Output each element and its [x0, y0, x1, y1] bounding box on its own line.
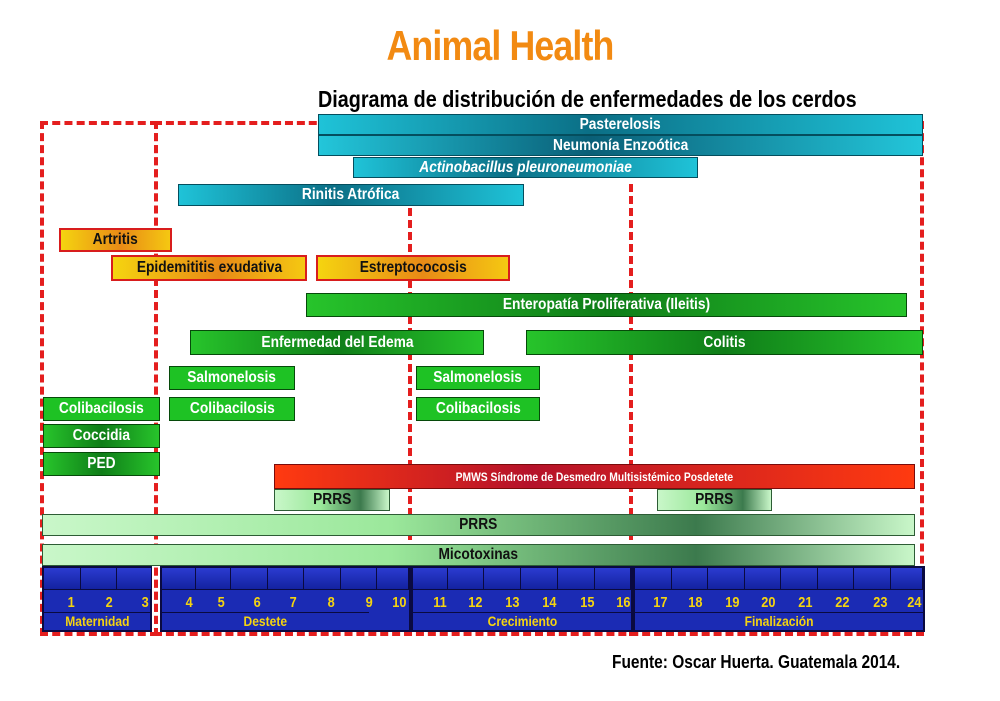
bar-rinitis: Rinitis Atrófica [178, 184, 524, 206]
timeline-crecimiento [411, 566, 633, 632]
week-label: 11 [433, 594, 447, 611]
week-label: 1 [67, 594, 75, 611]
bar-colibacilosis-maternidad: Colibacilosis [43, 397, 160, 421]
bar-colibacilosis-crecimiento: Colibacilosis [416, 397, 540, 421]
bar-estreptococosis: Estreptococosis [316, 255, 510, 281]
week-label: 8 [327, 594, 335, 611]
bar-edema: Enfermedad del Edema [190, 330, 484, 355]
bar-colitis: Colitis [526, 330, 923, 355]
diagram-subtitle: Diagrama de distribución de enfermedades de los cerdos [318, 86, 857, 112]
bar-artritis: Artritis [59, 228, 172, 252]
bar-colibacilosis-destete: Colibacilosis [169, 397, 295, 421]
phase-crecimiento: Crecimiento [413, 612, 631, 631]
week-label: 9 [365, 594, 373, 611]
phase-finalizacion: Finalización [635, 612, 923, 631]
source-note: Fuente: Oscar Huerta. Guatemala 2014. [612, 652, 901, 672]
week-label: 7 [289, 594, 297, 611]
week-label: 4 [185, 594, 193, 611]
week-label: 10 [391, 594, 407, 611]
week-label: 3 [141, 594, 149, 611]
bar-prrs-finalizacion: PRRS [657, 489, 772, 511]
week-label: 20 [760, 594, 776, 611]
week-label: 12 [467, 594, 483, 611]
bar-salmonelosis-crecimiento: Salmonelosis [416, 366, 540, 390]
phase-destete: Destete [162, 612, 369, 631]
week-label: 5 [217, 594, 225, 611]
bar-pasterelosis: Pasterelosis [318, 114, 923, 135]
timeline-maternidad [42, 566, 152, 632]
bar-actinobacillus: Actinobacillus pleuroneumoniae [353, 157, 698, 178]
week-label: 18 [687, 594, 703, 611]
bar-coccidia: Coccidia [43, 424, 160, 448]
bar-salmonelosis-destete: Salmonelosis [169, 366, 295, 390]
timeline-destete [160, 566, 411, 632]
week-label: 13 [504, 594, 520, 611]
week-label: 22 [834, 594, 850, 611]
bar-neumonia: Neumonía Enzoótica [318, 135, 923, 156]
bar-ped: PED [43, 452, 160, 476]
bar-prrs-destete: PRRS [274, 489, 390, 511]
week-label: 2 [105, 594, 113, 611]
bar-epidermitis: Epidemititis exudativa [111, 255, 307, 281]
bar-enteropatia: Enteropatía Proliferativa (Ileitis) [306, 293, 907, 317]
week-label: 16 [615, 594, 631, 611]
week-label: 24 [906, 594, 922, 611]
brand-title: Animal Health [386, 22, 614, 69]
week-label: 19 [724, 594, 740, 611]
week-label: 23 [872, 594, 888, 611]
bar-micotoxinas: Micotoxinas [42, 544, 915, 566]
timeline-finalizacion [633, 566, 925, 632]
phase-maternidad: Maternidad [44, 612, 150, 631]
bar-prrs-all: PRRS [42, 514, 915, 536]
week-label: 6 [253, 594, 261, 611]
bar-pmws: PMWS Síndrome de Desmedro Multisistémico Posdetete [274, 464, 915, 489]
week-label: 17 [652, 594, 668, 611]
week-label: 15 [579, 594, 595, 611]
week-label: 21 [797, 594, 813, 611]
week-label: 14 [541, 594, 557, 611]
